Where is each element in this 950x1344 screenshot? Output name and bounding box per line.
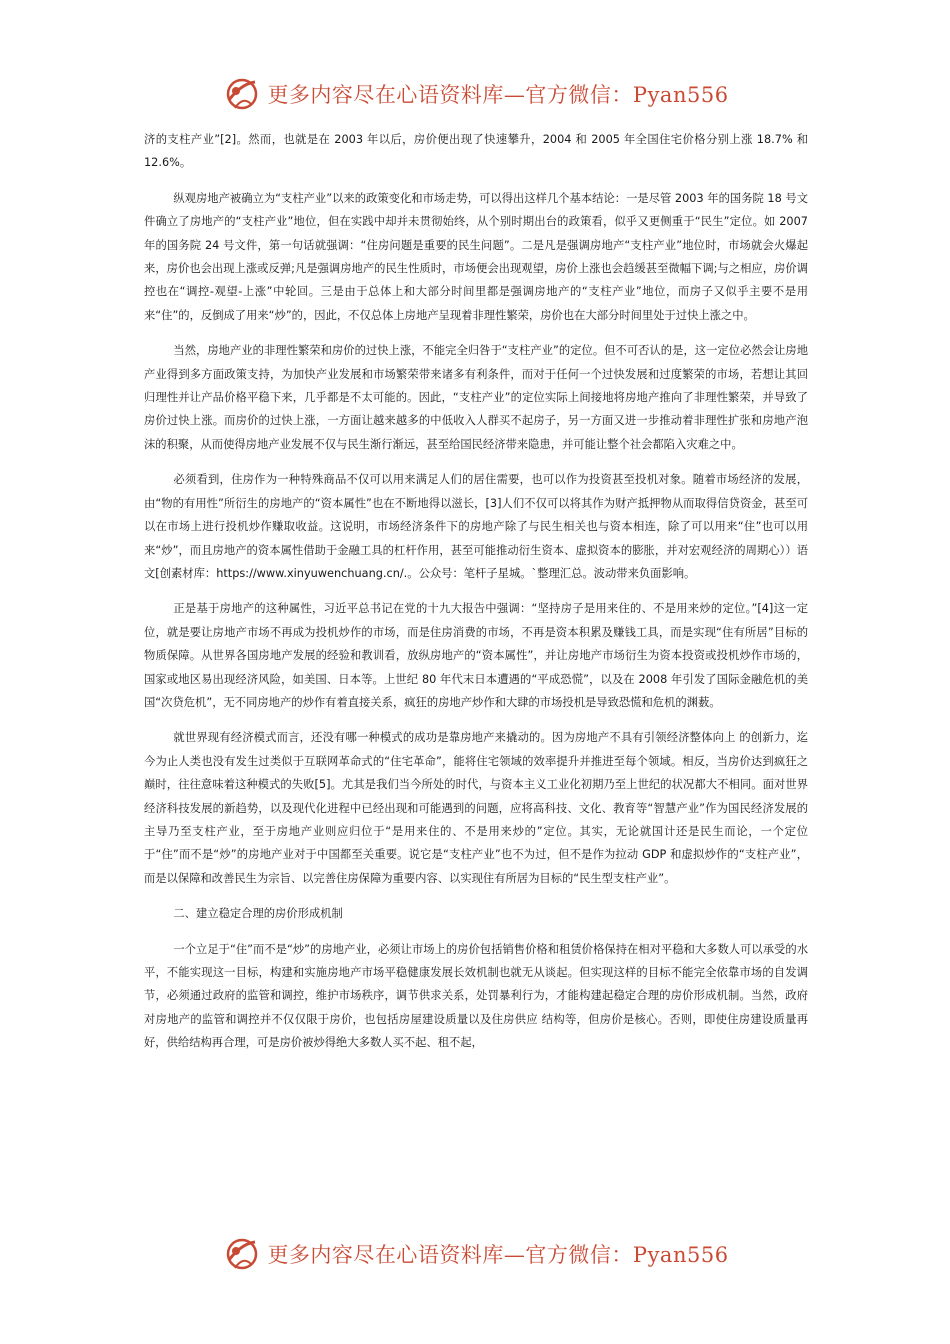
document-body xyxy=(144,128,808,1067)
footer-watermark-banner xyxy=(0,1232,950,1276)
paragraph: 必须看到，住房作为一种特殊商品不仅可以用来满足人们的居住需要，也可以作为投资甚至投机对象。随着市场经济的发展，由“物的有用性”所衍生的房地产的“资本属性”也在不断地得以滋长，[3]人们不仅可以将其作为财产抵押物从而取得信贷资金，甚至可以在市场上进行投机炒作赚取收益。这说明，市场经济条件下的房地产除了与民生相关也与资本相连，除了可以用来“住”也可以用来“炒”，而且房地产的资本属性借助于金融工具的杠杆作用，甚至可能推动衍生资本、虚拟资本的膨胀，并对宏观经济的周期心））语文[创素材库：https://www.xinyuwenchuang.cn/.。公众号：笔杆子星城。`整理汇总。波动带来负面影响。 xyxy=(144,473,808,580)
paragraph: 济的支柱产业”[2]。然而，也就是在 2003 年以后，房价便出现了快速攀升，2004 和 2005 年全国住宅价格分别上涨 18.7% 和 12.6%。 xyxy=(144,133,808,170)
paragraph: 当然，房地产业的非理性繁荣和房价的过快上涨，不能完全归咎于“支柱产业”的定位。但不可否认的是，这一定位必然会让房地产业得到多方面政策支持，为加快产业发展和市场繁荣带来诸多有利条件，而对于任何一个过快发展和过度繁荣的市场，若想让其回归理性并让产品价格平稳下来，几乎都是不太可能的。因此，“支柱产业”的定位实际上间接地将房地产推向了非理性繁荣，并导致了房价过快上涨。而房价的过快上涨，一方面让越来越多的中低收入人群买不起房子，另一方面又进一步推动着非理性扩张和房地产泡沫的积聚，从而使得房地产业发展不仅与民生渐行渐远，甚至给国民经济带来隐患，并可能让整个社会都陷入灾难之中。 xyxy=(144,344,808,451)
globe-logo-icon xyxy=(221,74,261,114)
section-heading: 二、建立稳定合理的房价形成机制 xyxy=(173,907,343,921)
paragraph: 纵观房地产被确立为“支柱产业”以来的政策变化和市场走势，可以得出这样几个基本结论：一是尽管 2003 年的国务院 18 号文件确立了房地产的“支柱产业”地位，但在实践中却并未贯彻始终，从个别时期出台的政策看，似乎又更侧重于“民生”定位。如 2007 年的国务院 24 号文件，第一句话就强调：“住房问题是重要的民生问题”。二是凡是强调房地产“支柱产业”地位时，市场就会火爆起来，房价也会出现上涨或反弹;凡是强调房地产的民生性质时，市场便会出现观望，房价上涨也会趋缓甚至微幅下调;与之相应，房价调控也在“调控-观望-上涨”中轮回。三是由于总体上和大部分时间里都是强调房地产的“支柱产业”地位，而房子又似乎主要不是用来“住”的，反倒成了用来“炒”的，因此，不仅总体上房地产呈现着非理性繁荣，房价也在大部分时间里处于过快上涨之中。 xyxy=(144,191,808,322)
paragraph: 一个立足于“住”而不是“炒”的房地产业，必须让市场上的房价包括销售价格和租赁价格保持在相对平稳和大多数人可以承受的水平，不能实现这一目标，构建和实施房地产市场平稳健康发展长效机制也就无从谈起。但实现这样的目标不能完全依靠市场的自发调节，必须通过政府的监管和调控，维护市场秩序，调节供求关系，处罚暴利行为，才能构建起稳定合理的房价形成机制。当然，政府对房地产的监管和调控并不仅仅限于房价，也包括房屋建设质量以及住房供应 结构等，但房价是核心。否则，即使住房建设质量再好，供给结构再合理，可是房价被炒得绝大多数人买不起、租不起， xyxy=(144,942,808,1050)
banner-text: 更多内容尽在心语资料库—官方微信：Pyan556 xyxy=(267,1243,729,1267)
banner-text: 更多内容尽在心语资料库—官方微信：Pyan556 xyxy=(267,83,729,107)
paragraph: 正是基于房地产的这种属性，习近平总书记在党的十九大报告中强调：“坚持房子是用来住的、不是用来炒的定位。”[4]这一定位，就是要让房地产市场不再成为投机炒作的市场，而是住房消费的市场，不再是资本积累及赚钱工具，而是实现“住有所居”目标的物质保障。从世界各国房地产发展的经验和教训看，放纵房地产的“资本属性”，并让房地产市场衍生为资本投资或投机炒作市场的，国家或地区易出现经济风险，如美国、日本等。上世纪 80 年代末日本遭遇的“平成恐慌”，以及在 2008 年引发了国际金融危机的美国“次贷危机”，无不同房地产的炒作有着直接关系，疯狂的房地产炒作和大肆的市场投机是导致恐慌和危机的渊薮。 xyxy=(144,602,808,709)
globe-logo-icon xyxy=(221,1234,261,1274)
paragraph: 就世界现有经济模式而言，还没有哪一种模式的成功是靠房地产来撬动的。因为房地产不具有引领经济整体向上 的创新力，迄今为止人类也没有发生过类似于互联网革命式的“住宅革命”，能将住宅领域的效率提升并推进至每个领域。相反，当房价达到疯狂之巅时，往往意味着这种模式的失败[5]。尤其是我们当今所处的时代，与资本主义工业化初期乃至上世纪的状况都大不相同。面对世界经济科技发展的新趋势，以及现代化进程中已经出现和可能遇到的问题，应将高科技、文化、教育等“智慧产业”作为国民经济发展的主导乃至支柱产业，至于房地产业则应归位于“是用来住的、不是用来炒的”定位。其实，无论就国计还是民生而论，一个定位于“住”而不是“炒”的房地产业对于中国都至关重要。说它是“支柱产业”也不为过，但不是作为拉动 GDP 和虚拟炒作的“支柱产业”，而是以保障和改善民生为宗旨、以完善住房保障为重要内容、以实现住有所居为目标的“民生型支柱产业”。 xyxy=(144,731,808,885)
header-watermark-banner xyxy=(0,72,950,116)
